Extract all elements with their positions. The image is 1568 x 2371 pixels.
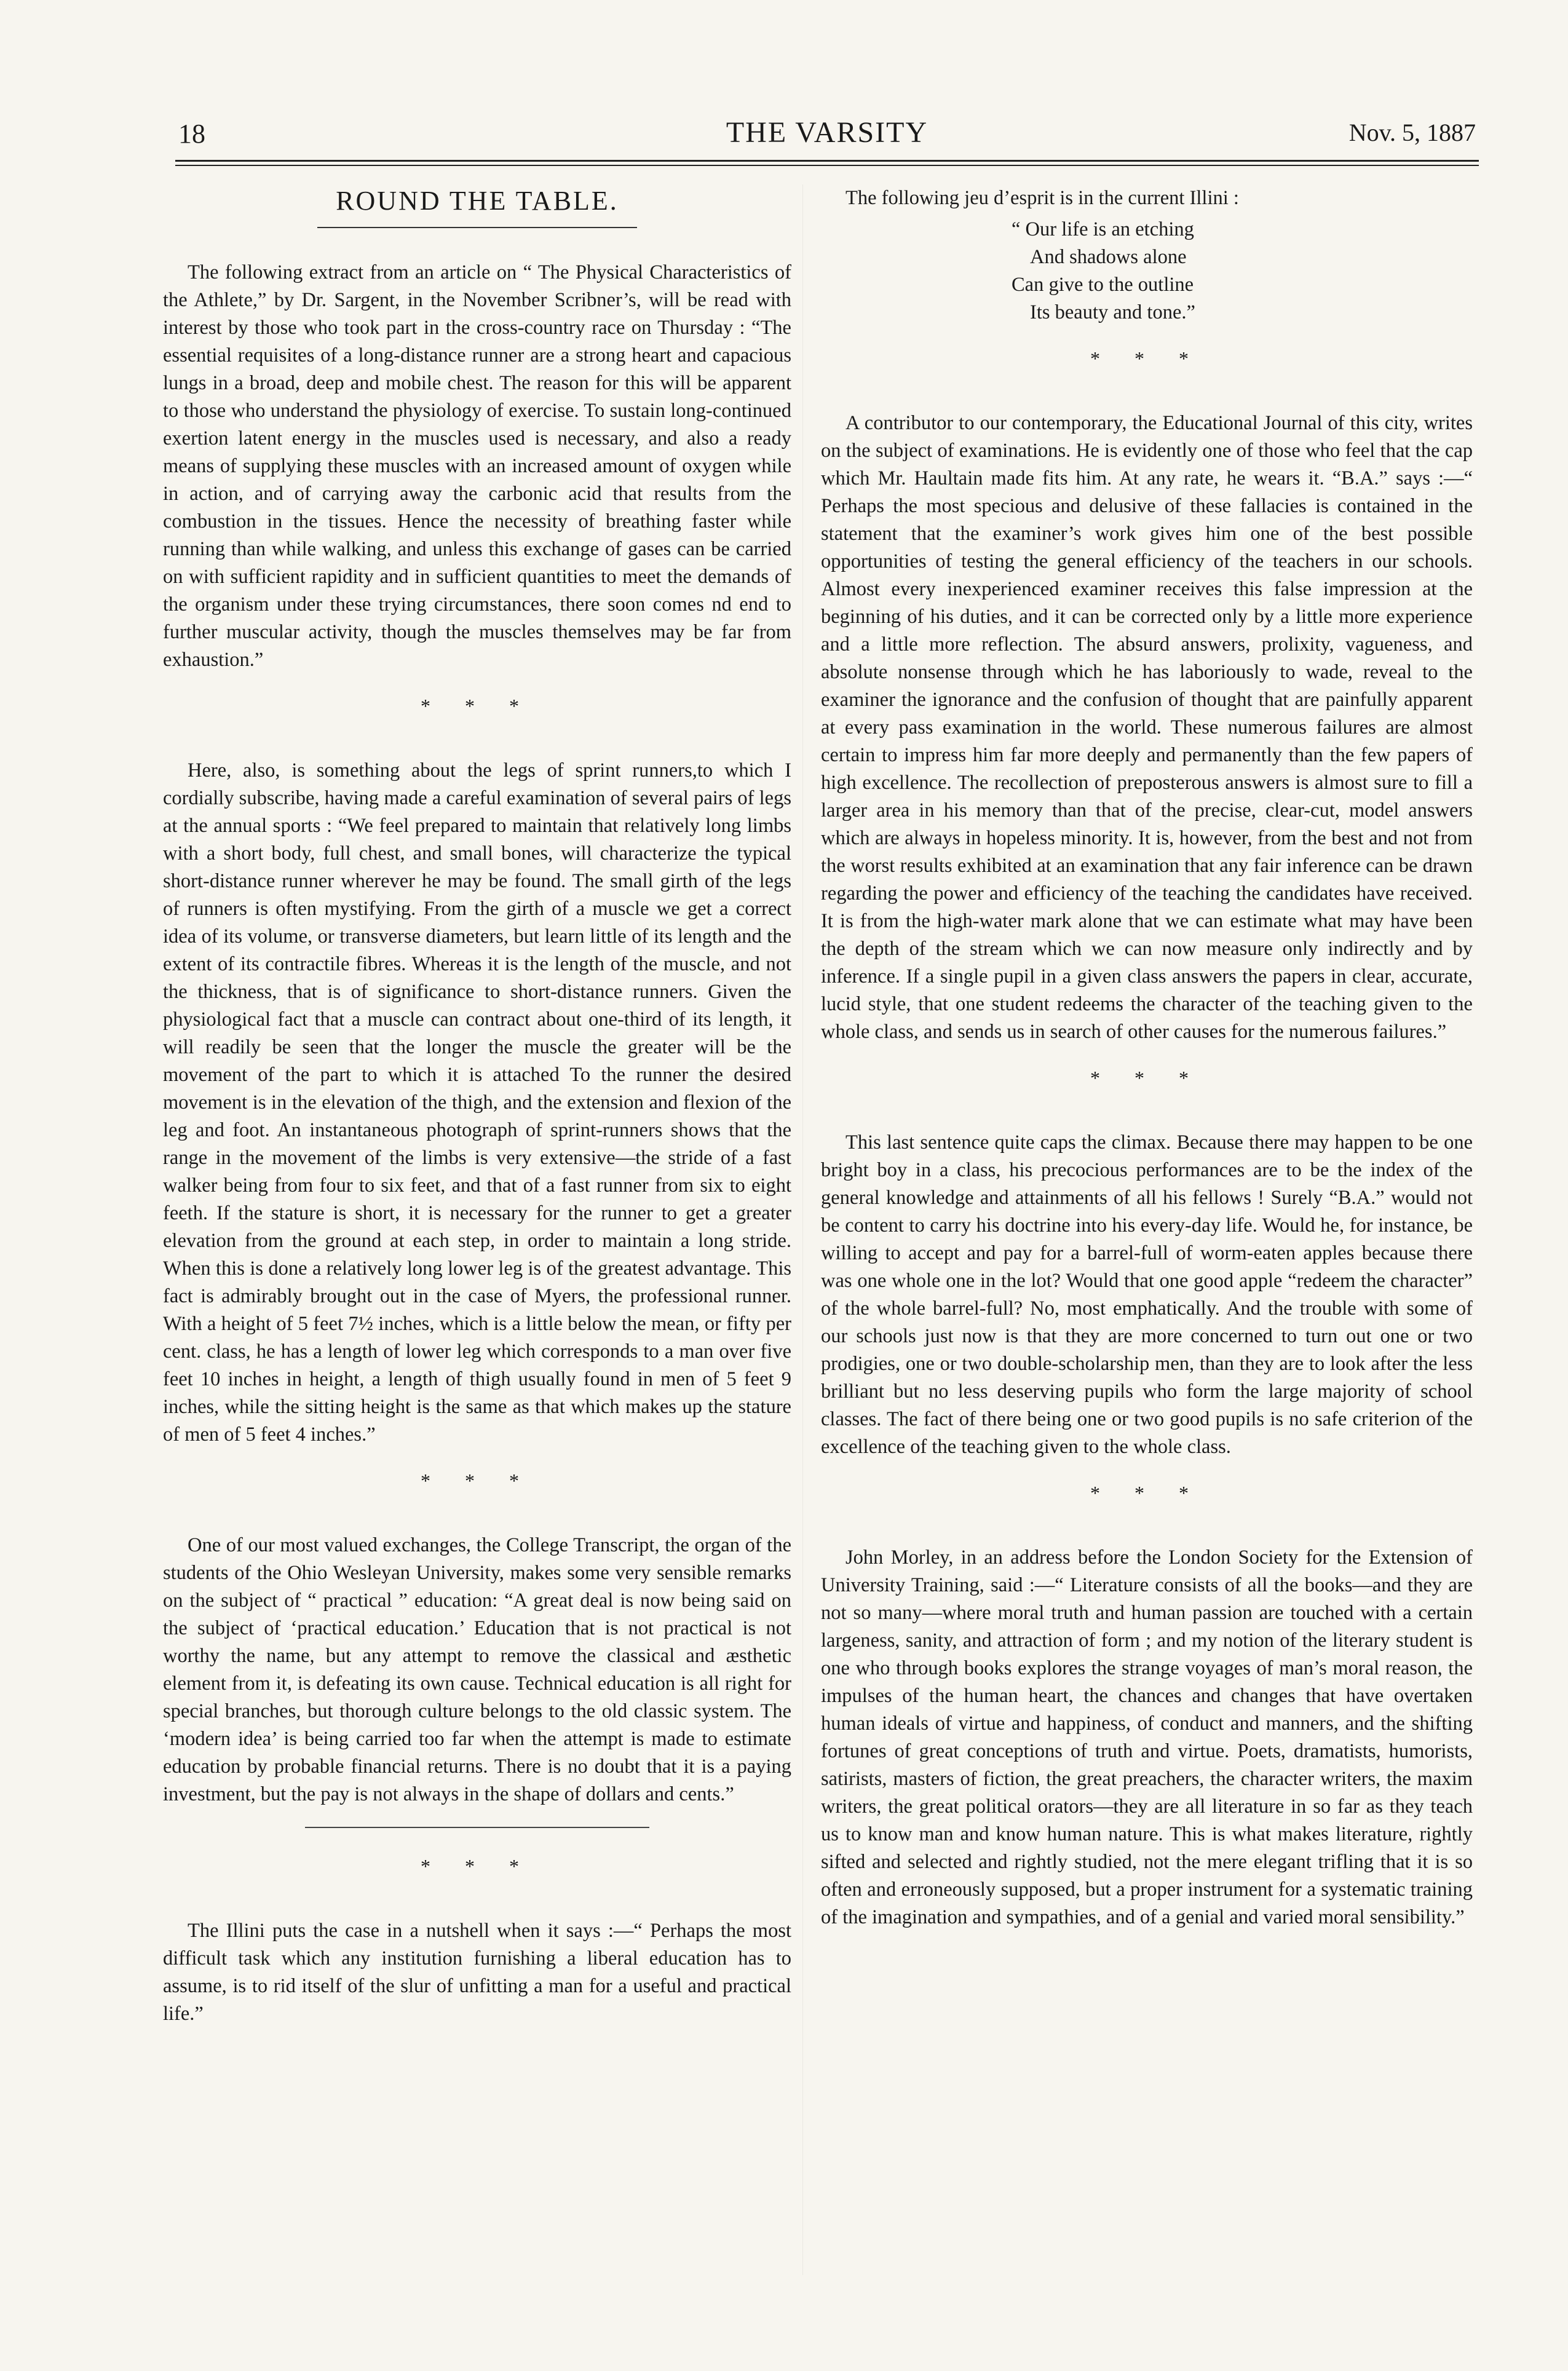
poem-line: “ Our life is an etching xyxy=(1012,218,1194,240)
issue-date: Nov. 5, 1887 xyxy=(1348,119,1476,146)
section-separator: * * * xyxy=(421,1470,534,1492)
header-rule xyxy=(175,160,1479,162)
paragraph-examinations: A contributor to our contemporary, the Educational Journal of this city, writes on the subject of examinations. He is evidently one of those who feel that the cap which Mr. Haultain made fits him. At any rate, he wears it. “B.A.” says :—“ Perhaps the most specious and delusive of these fallacies is contained in the statement that the examiner’s work gives him one of the best possible opportunities of testing the general efficiency of the teachers in our schools. Almost every inexperienced examiner receives this false impression at the beginning of his duties, and it can be corrected only by a little more experience and a little more reflection. The absurd answers, prolixity, vagueness, and absolute nonsense through which he has laboriously to wade, reveal to the examiner the ignorance and the confusion of thought that are painfully apparent at every pass examination in the world. These numerous failures are almost certain to impress him far more deeply and permanently than the few papers of high excellence. The recollection of preposterous answers is almost sure to fill a larger area in his memory than that of the precise, clear-cut, model answers which are always in hopeless minority. It is, however, from the best and not from the worst results exhibited at an examination that any fair inference can be drawn regarding the power and efficiency of the teaching the candidates have received. It is from the high-water mark alone that we can estimate what may have been the depth of the stream which we can now measure only indirectly and by inference. If a single pupil in a given class answers the papers in clear, accurate, lucid style, that one student redeems the character of the teaching given to the whole class, and sends us in search of other causes for the numerous failures.” xyxy=(821,412,1473,1043)
paragraph-athlete: The following extract from an article on “ The Physical Characteristics of the Athlete,” by Dr. Sargent, in the November Scribner’s, will be read with interest by those who took part in the cross-country race on Thursday : “The essential requisites of a long-distance runner are a strong heart and capacious lungs in a broad, deep and mobile chest. The reason for this will be apparent to those who understand the physiology of exercise. To sustain long-continued exertion latent energy in the muscles used is necessary, and also a ready means of supplying these muscles with an increased amount of oxygen while in action, and of carrying away the carbonic acid that results from the combustion in the tissues. Hence the necessity of breathing faster while running than while walking, and unless this exchange of gases can be carried on with sufficient rapidity and in sufficient quantities to meet the demands of the organism under these trying circumstances, there soon comes nd end to further muscular activity, though the muscles themselves may be far from exhaustion.” xyxy=(163,261,791,671)
title-rule xyxy=(317,227,637,228)
paragraph-illini-nutshell: The Illini puts the case in a nutshell when it says :—“ Perhaps the most difficult task which any institution furnishing a liberal education has to assume, is to rid itself of the slur of unfitting a man for a useful and practical life.” xyxy=(163,1920,791,2025)
paragraph-jeu-d-esprit: The following jeu d’esprit is in the current Illini : xyxy=(845,187,1239,209)
page-number: 18 xyxy=(178,119,205,149)
section-separator: * * * xyxy=(1090,1067,1203,1089)
section-separator: * * * xyxy=(1090,347,1203,370)
poem-line: Can give to the outline xyxy=(1012,274,1194,296)
separator-rule xyxy=(305,1827,649,1828)
left-column xyxy=(163,184,791,2028)
paragraph-john-morley: John Morley, in an address before the London Society for the Extension of University Training, said :—“ Literature consists of all the books—and they are not so many—where moral truth and human passion are touched with a certain largeness, sanity, and attraction of form ; and my notion of the literary student is one who through books explores the strange voyages of man’s moral reason, the impulses of the human heart, the chances and changes that have overtaken human ideals of virtue and happiness, of conduct and manners, and the shifting fortunes of great conceptions of truth and virtue. Poets, dramatists, humorists, satirists, masters of fiction, the great preachers, the character writers, the maxim writers, the great political orators—they are all literature in so far as they teach us to know man and know human nature. This is what makes literature, rightly sifted and selected and rightly studied, not the mere elegant trifling that it is so often and erroneously supposed, but a proper instrument for a systematic training of the imagination and sympathies, and of a genial and varied moral sensibility.” xyxy=(821,1546,1473,1928)
right-column xyxy=(821,184,1473,1931)
poem-line: And shadows alone xyxy=(1030,246,1187,268)
paragraph-college-transcript: One of our most valued exchanges, the College Transcript, the organ of the students of the Ohio Wesleyan University, makes some very sensible remarks on the subject of “ practical ” education: “A great deal is now being said on the subject of ‘practical education.’ Education that is not practical is not worthy the name, but any attempt to remove the classical and æsthetic element from it, is defeating its own cause. Technical education is all right for special branches, but thorough culture belongs to the old classic system. The ‘modern idea’ is being carried too far when the attempt is made to estimate education by probable financial returns. There is no doubt that it is a paying investment, but the pay is not always in the shape of dollars and cents.” xyxy=(163,1534,791,1805)
poem-line: Its beauty and tone.” xyxy=(1030,301,1195,323)
paragraph-sprint-runners: Here, also, is something about the legs of sprint runners,to which I cordially subscribe, having made a careful examination of several pairs of legs at the annual sports : “We feel prepared to maintain that relatively long limbs with a short body, full chest, and small bones, will characterize the typical short-distance runner wherever he may be found. The small girth of the legs of runners is often mystifying. From the girth of a muscle we get a correct idea of its volume, or transverse diameters, but learn little of its length and the extent of its contractile fibres. Whereas it is the length of the muscle, and not the thickness, that is of significance to short-distance runners. Given the physiological fact that a muscle can contract about one-third of its length, it will readily be seen that the longer the muscle the greater will be the movement of the part to which it is attached To the runner the desired movement is in the elevation of the thigh, and the extension and flexion of the leg and foot. An instantaneous photograph of sprint-runners shows that the range in the movement of the limbs is very extensive—the stride of a fast walker being from four to six feet, and that of a fast runner from six to eight feeth. If the stature is short, it is necessary for the runner to get a greater elevation from the ground at each step, in order to maintain a long stride. When this is done a relatively long lower leg is of the greatest advantage. This fact is admirably brought out in the case of Myers, the professional runner. With a height of 5 feet 7½ inches, which is a little below the mean, or fifty per cent. class, he has a length of lower leg which corresponds to a man over five feet 10 inches in height, a length of thigh usually found in men of 5 feet 9 inches, while the sitting height is the same as that which makes up the stature of men of 5 feet 4 inches.” xyxy=(163,759,791,1446)
column-gutter xyxy=(802,184,803,2275)
page-header xyxy=(178,111,1476,154)
newspaper-title: THE VARSITY xyxy=(726,116,929,149)
section-separator: * * * xyxy=(1090,1482,1203,1504)
section-title: ROUND THE TABLE. xyxy=(336,186,619,216)
header-rule-thin xyxy=(175,165,1479,166)
poem xyxy=(1012,216,1473,327)
paragraph-caps-the-climax: This last sentence quite caps the climax. Because there may happen to be one bright boy in a class, his precocious performances are to be the index of the general knowledge and attainments of all his fellows ! Surely “B.A.” would not be content to carry his doctrine into his every-day life. Would he, for instance, be willing to accept and pay for a barrel-full of worm-eaten apples because there was one whole one in the lot? Would that one good apple “redeem the character” of the whole barrel-full? No, most emphatically. And the trouble with some of our schools just now is that they are more concerned to turn out one or two prodigies, one or two double-scholarship men, than they are to look after the less brilliant but no less deserving pupils who form the large majority of school classes. The fact of there being one or two good pupils is no safe criterion of the excellence of the teaching given to the whole class. xyxy=(821,1131,1473,1458)
section-separator: * * * xyxy=(421,695,534,717)
section-separator: * * * xyxy=(421,1855,534,1877)
